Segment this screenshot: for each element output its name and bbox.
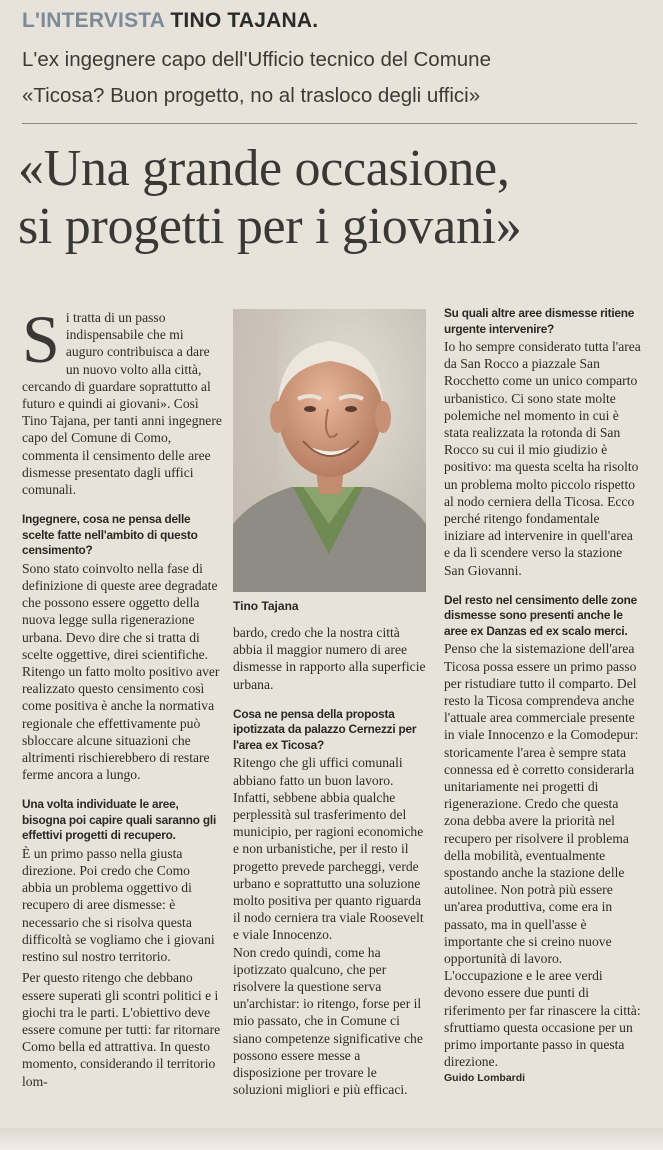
subtitle-line-1: L'ex ingegnere capo dell'Ufficio tecnico del Comune	[22, 48, 491, 71]
kicker	[22, 9, 318, 33]
answer-2-continued: Per questo ritengo che debbano essere superati gli scontri politici e i giochi tra le parti. L'obiettivo deve essere comune per tutti: far ritornare Como bella ed attrattiva. In questo momento, considerando il territorio lom-	[22, 970, 221, 1089]
answer-4: Io ho sempre considerato tutta l'area da San Rocco a piazzale San Rocchetto come un unico comparto urbanistico. Ci sono state molte polemiche nel momento in cui è stata realizzata la rotonda di San Rocco su cui il mio giudizio è positivo: ma questa scelta ha risolto un problema molto piccolo rispetto al nodo cerniera della Ticosa. Ecco perché ritengo fondamentale iniziare ad intervenire in quell'area e da lì scendere verso la stazione San Giovanni.	[444, 339, 641, 578]
headline-line-1: «Una grande occasione,	[18, 140, 510, 197]
question-1: Ingegnere, cosa ne pensa delle scelte fatte nell'ambito di questo censimento?	[22, 512, 198, 558]
column-2	[233, 624, 426, 1098]
column-1	[22, 301, 222, 1090]
question-5: Del resto nel censimento delle zone dismesse sono presenti anche le aree ex Danzas ed ex scalo merci.	[444, 592, 637, 638]
question-2: Una volta individuate le aree, bisogna poi capire quali saranno gli effettivi progetti di recupero.	[22, 797, 217, 843]
answer-2-end: bardo, credo che la nostra città abbia il maggior numero di aree dismesse in rapporto alla superficie urbana.	[233, 625, 426, 692]
drop-cap: S	[22, 301, 60, 377]
portrait-photo	[233, 309, 426, 592]
photo-caption: Tino Tajana	[233, 599, 299, 613]
header-divider	[22, 123, 637, 124]
headline	[18, 140, 648, 256]
answer-5: Penso che la sistemazione dell'area Ticosa possa essere un primo passo per ristudiare tutto il comparto. Del resto la Ticosa comprendeva anche l'attuale area commerciale presente in viale Innocenzo e la Comodepur: storicamente l'area è sempre stata connessa ed è corretto considerarla unitariamente nei progetti di rigenerazione. Credo che questa zona debba avere la priorità nel recupero per risolvere il problema della mobilità, eventualmente spostando anche la stazione delle autolinee. Non potrà più essere un'area produttiva, come era in passato, ma in quell'asse è importante che si creino nuove opportunità di lavoro. L'occupazione e le aree verdi devono essere due punti di riferimento per far rinascere la città: sfruttiamo questa occasione per un primo importante passo in questa direzione.	[444, 641, 641, 1070]
headline-line-2: si progetti per i giovani»	[18, 198, 522, 255]
portrait-icon	[233, 309, 426, 592]
lead-paragraph: i tratta di un passo indispensabile che mi auguro contribuisca a dare un nuovo volto alla città, cercando di guardare soprattutto al futuro e quindi ai giovani». Così Tino Tajana, per tanti anni ingegnere capo del Comune di Como, commenta il censimento delle aree dismesse presentato dagli uffici comunali.	[22, 310, 222, 498]
page-edge	[0, 1128, 663, 1150]
question-4: Su quali altre aree dismesse ritiene urgente intervenire?	[444, 306, 635, 336]
interviewee-name: TINO TAJANA.	[170, 9, 319, 32]
question-3: Cosa ne pensa della proposta ipotizzata da palazzo Cernezzi per l'area ex Ticosa?	[233, 706, 417, 752]
subtitle-line-2: «Ticosa? Buon progetto, no al trasloco degli uffici»	[22, 84, 481, 107]
column-3	[444, 306, 641, 1088]
byline: Guido Lombardi	[444, 1072, 526, 1085]
answer-1: Sono stato coinvolto nella fase di definizione di queste aree degradate che possono essere oggetto della nuova legge sulla rigenerazione urbana. Devo dire che si tratta di scelte oggettive, direi scientifiche. Ritengo un fatto molto positivo aver realizzato questo censimento così come positiva è anche la normativa regionale che effettivamente può sbloccare alcune situazioni che altrimenti rischierebbero di restare ferme ancora a lungo.	[22, 560, 220, 783]
answer-2: È un primo passo nella giusta direzione. Poi credo che Como abbia un problema oggettivo di recupero di aree dismesse: è necessario che si risolva questa difficoltà se vogliamo che i giovani restino sul nostro territorio.	[22, 845, 215, 965]
answer-3: Ritengo che gli uffici comunali abbiano fatto un buon lavoro. Infatti, sebbene abbia qualche perplessità sul trasferimento del municipio, per ragioni economiche e non urbanistiche, per il resto il progetto prevede parcheggi, verde urbano e soprattutto una soluzione molto positiva per quanto riguarda il nodo cerniera tra viale Roosevelt e viale Innocenzo.	[233, 755, 424, 943]
answer-3-continued: Non credo quindi, come ha ipotizzato qualcuno, che per risolvere la questione serva un'archistar: io ritengo, forse per il mio passato, che in Comune ci siano competenze significative che possono essere messe a disposizione per trovare le soluzioni migliori e più efficaci.	[233, 944, 423, 1098]
section-label: L'INTERVISTA	[22, 9, 165, 32]
